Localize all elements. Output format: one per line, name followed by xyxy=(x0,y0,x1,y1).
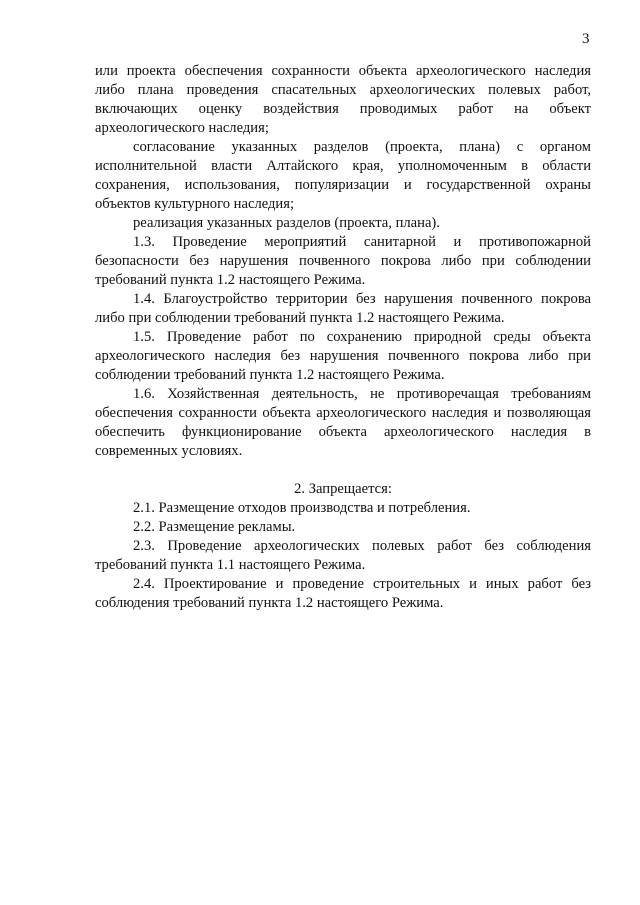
paragraph-1-5: 1.5. Проведение работ по сохранению природной среды объекта археологического наследия без нарушения почвенного покрова либо при соблюдении требований пункта 1.2 настоящего Режима. xyxy=(95,329,591,383)
paragraph-continuation: или проекта обеспечения сохранности объекта археологического наследия либо плана проведения спасательных археологических полевых работ, включающих оценку воздействия проводимых работ на объект археологического наследия; xyxy=(95,63,591,136)
paragraph-implementation: реализация указанных разделов (проекта, плана). xyxy=(133,215,440,231)
document-body xyxy=(95,62,591,613)
paragraph-approval: согласование указанных разделов (проекта, плана) с органом исполнительной власти Алтайского края, уполномоченным в области сохранения, использования, популяризации и государственной охраны объектов культурного наследия; xyxy=(95,139,591,212)
paragraph-1-6: 1.6. Хозяйственная деятельность, не противоречащая требованиям обеспечения сохранности объекта археологического наследия и позволяющая обеспечить функционирование объекта археологического наследия в современных условиях. xyxy=(95,386,591,459)
paragraph-1-4: 1.4. Благоустройство территории без нарушения почвенного покрова либо при соблюдении требований пункта 1.2 настоящего Режима. xyxy=(95,291,591,326)
paragraph-2-4: 2.4. Проектирование и проведение строительных и иных работ без соблюдения требований пункта 1.2 настоящего Режима. xyxy=(95,576,591,611)
section-heading-prohibited: 2. Запрещается: xyxy=(294,481,392,497)
paragraph-2-3: 2.3. Проведение археологических полевых работ без соблюдения требований пункта 1.1 настоящего Режима. xyxy=(95,538,591,573)
page-number: 3 xyxy=(582,31,590,47)
paragraph-2-2: 2.2. Размещение рекламы. xyxy=(133,519,296,535)
paragraph-1-3: 1.3. Проведение мероприятий санитарной и противопожарной безопасности без нарушения почвенного покрова либо при соблюдении требований пункта 1.2 настоящего Режима. xyxy=(95,234,591,288)
paragraph-2-1: 2.1. Размещение отходов производства и потребления. xyxy=(133,500,471,516)
